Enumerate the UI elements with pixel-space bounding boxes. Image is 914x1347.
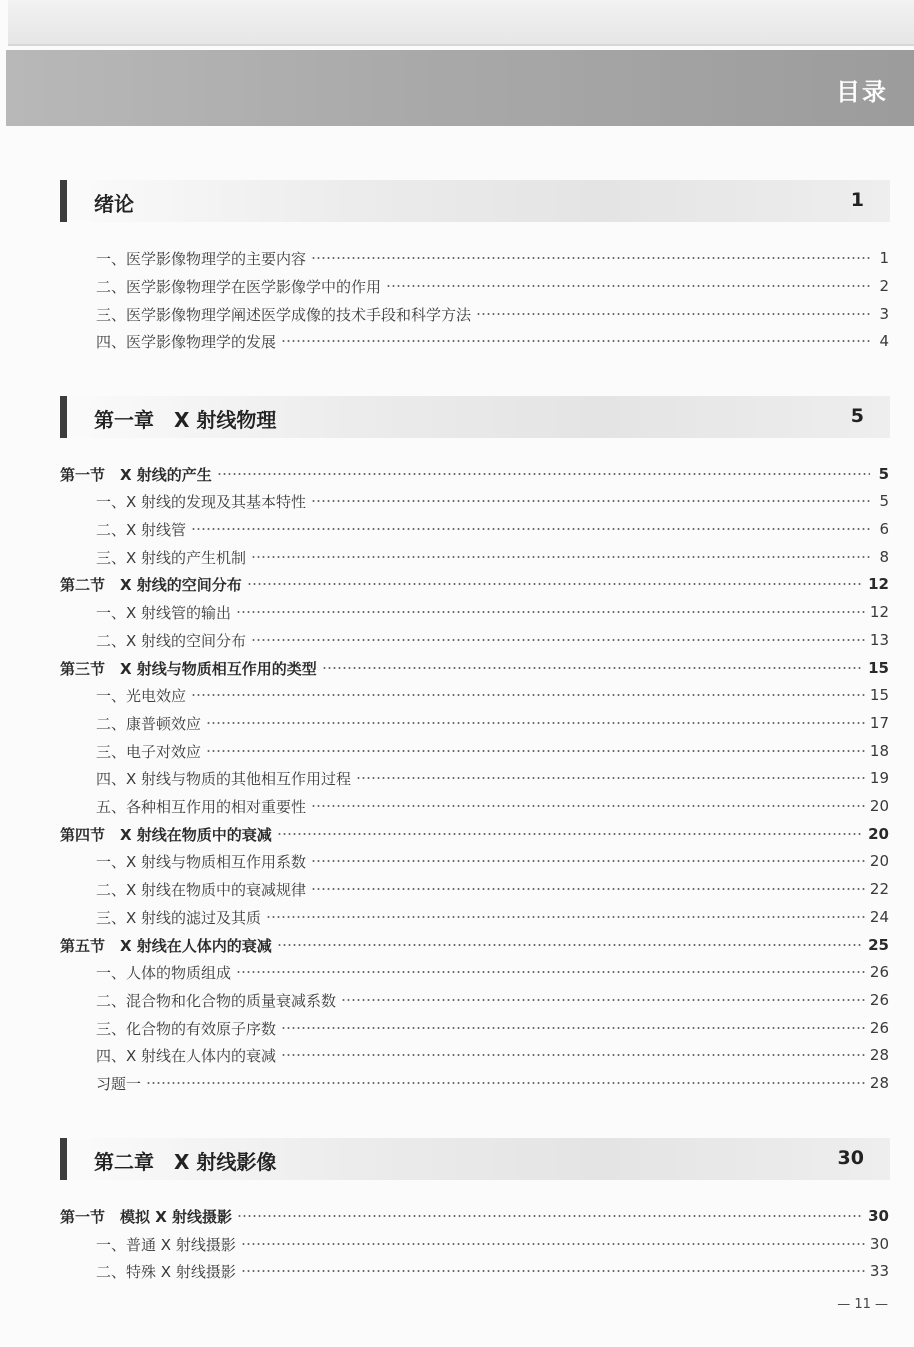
toc-entry-page: 19 bbox=[869, 769, 889, 787]
toc-section-page: 20 bbox=[868, 825, 889, 843]
chapter-heading-1[interactable] bbox=[60, 396, 890, 438]
toc-entry[interactable] bbox=[96, 247, 889, 269]
dot-leader bbox=[247, 583, 863, 585]
dot-leader bbox=[236, 971, 865, 973]
toc-entry[interactable] bbox=[96, 546, 889, 568]
toc-entry-page: 26 bbox=[869, 991, 889, 1009]
toc-entry-page: 22 bbox=[869, 880, 889, 898]
toc-entry-page: 3 bbox=[879, 305, 889, 323]
chapter-marker-bar bbox=[60, 1138, 67, 1180]
dot-leader bbox=[217, 473, 870, 475]
dot-leader bbox=[341, 999, 865, 1001]
dot-leader bbox=[281, 1027, 865, 1029]
toc-entry-label: 四、X 射线在人体内的衰减 bbox=[96, 1046, 277, 1065]
toc-entry-label: 四、X 射线与物质的其他相互作用过程 bbox=[96, 769, 352, 788]
chapter-marker-bar bbox=[60, 180, 67, 222]
toc-entry-label: 三、化合物的有效原子序数 bbox=[96, 1019, 277, 1038]
toc-entry[interactable] bbox=[96, 740, 889, 762]
toc-entry[interactable] bbox=[96, 629, 889, 651]
toc-entry-label: 一、X 射线与物质相互作用系数 bbox=[96, 852, 307, 871]
dot-leader bbox=[191, 528, 870, 530]
toc-entry-label: 二、康普顿效应 bbox=[96, 714, 202, 733]
toc-entry-page: 13 bbox=[869, 631, 889, 649]
toc-section-label: 第一节 X 射线的产生 bbox=[60, 465, 212, 484]
dot-leader bbox=[191, 694, 865, 696]
dot-leader bbox=[241, 1243, 865, 1245]
chapter-title: 第一章 X 射线物理 bbox=[94, 408, 277, 432]
toc-entry-page: 6 bbox=[879, 520, 889, 538]
toc-section[interactable] bbox=[60, 657, 889, 679]
toc-entry-page: 28 bbox=[869, 1074, 889, 1092]
toc-banner bbox=[6, 50, 914, 126]
dot-leader bbox=[251, 639, 865, 641]
toc-section-label: 第四节 X 射线在物质中的衰减 bbox=[60, 825, 272, 844]
chapter-page: 5 bbox=[850, 405, 864, 427]
toc-entry-page: 2 bbox=[879, 277, 889, 295]
top-page-edge bbox=[8, 0, 914, 46]
toc-entry-page: 30 bbox=[869, 1235, 889, 1253]
dot-leader bbox=[206, 722, 865, 724]
toc-entry-label: 三、X 射线的产生机制 bbox=[96, 548, 247, 567]
toc-entry-page: 4 bbox=[879, 332, 889, 350]
toc-entry[interactable] bbox=[96, 906, 889, 928]
toc-entry[interactable] bbox=[96, 1233, 889, 1255]
page-title: 目录 bbox=[836, 77, 888, 106]
toc-entry-label: 一、人体的物质组成 bbox=[96, 963, 232, 982]
toc-entry-label: 一、X 射线管的输出 bbox=[96, 603, 232, 622]
dot-leader bbox=[311, 805, 865, 807]
dot-leader bbox=[277, 944, 863, 946]
toc-entry-page: 12 bbox=[869, 603, 889, 621]
dot-leader bbox=[476, 313, 870, 315]
toc-section[interactable] bbox=[60, 934, 889, 956]
toc-section[interactable] bbox=[60, 573, 889, 595]
toc-entry[interactable] bbox=[96, 684, 889, 706]
chapter-marker-bar bbox=[60, 396, 67, 438]
toc-entry[interactable] bbox=[96, 795, 889, 817]
toc-entry[interactable] bbox=[96, 850, 889, 872]
toc-entry[interactable] bbox=[96, 767, 889, 789]
toc-section-label: 第二节 X 射线的空间分布 bbox=[60, 575, 242, 594]
toc-entry[interactable] bbox=[96, 961, 889, 983]
dot-leader bbox=[311, 500, 870, 502]
dot-leader bbox=[311, 257, 870, 259]
toc-entry-label: 一、医学影像物理学的主要内容 bbox=[96, 249, 307, 268]
toc-entry-page: 26 bbox=[869, 1019, 889, 1037]
dot-leader bbox=[236, 611, 865, 613]
toc-entry-page: 15 bbox=[869, 686, 889, 704]
toc-section-page: 15 bbox=[868, 659, 889, 677]
dot-leader bbox=[281, 340, 870, 342]
toc-entry-label: 四、医学影像物理学的发展 bbox=[96, 332, 277, 351]
toc-entry-page: 1 bbox=[879, 249, 889, 267]
toc-entry-page: 26 bbox=[869, 963, 889, 981]
toc-section-page: 5 bbox=[878, 465, 889, 483]
toc-entry-label: 二、混合物和化合物的质量衰减系数 bbox=[96, 991, 337, 1010]
chapter-heading-intro[interactable] bbox=[60, 180, 890, 222]
toc-entry-label: 五、各种相互作用的相对重要性 bbox=[96, 797, 307, 816]
dot-leader bbox=[241, 1270, 865, 1272]
toc-section[interactable] bbox=[60, 823, 889, 845]
dot-leader bbox=[251, 556, 870, 558]
toc-entry-page: 24 bbox=[869, 908, 889, 926]
toc-entry-label: 三、X 射线的滤过及其质 bbox=[96, 908, 262, 927]
toc-entry[interactable] bbox=[96, 1017, 889, 1039]
dot-leader bbox=[386, 285, 870, 287]
chapter-title: 绪论 bbox=[94, 192, 134, 216]
toc-entry-label: 习题一 bbox=[96, 1074, 142, 1093]
toc-entry[interactable] bbox=[96, 989, 889, 1011]
toc-entry[interactable] bbox=[96, 303, 889, 325]
toc-entry[interactable] bbox=[96, 878, 889, 900]
chapter-title: 第二章 X 射线影像 bbox=[94, 1150, 277, 1174]
toc-section-label: 第三节 X 射线与物质相互作用的类型 bbox=[60, 659, 317, 678]
toc-entry-page: 20 bbox=[869, 852, 889, 870]
dot-leader bbox=[266, 916, 865, 918]
toc-entry[interactable] bbox=[96, 712, 889, 734]
toc-entry-page: 28 bbox=[869, 1046, 889, 1064]
toc-entry-page: 8 bbox=[879, 548, 889, 566]
toc-entry[interactable] bbox=[96, 1044, 889, 1066]
toc-section[interactable] bbox=[60, 1205, 889, 1227]
toc-entry-page: 18 bbox=[869, 742, 889, 760]
toc-entry[interactable] bbox=[96, 1072, 889, 1094]
toc-entry-label: 三、医学影像物理学阐述医学成像的技术手段和科学方法 bbox=[96, 305, 472, 324]
toc-entry[interactable] bbox=[96, 1260, 889, 1282]
dot-leader bbox=[237, 1215, 863, 1217]
toc-entry-label: 一、X 射线的发现及其基本特性 bbox=[96, 492, 307, 511]
toc-section-page: 12 bbox=[868, 575, 889, 593]
toc-section[interactable] bbox=[60, 463, 889, 485]
toc-entry-label: 二、医学影像物理学在医学影像学中的作用 bbox=[96, 277, 382, 296]
chapter-page: 30 bbox=[837, 1147, 864, 1169]
toc-entry[interactable] bbox=[96, 275, 889, 297]
toc-entry-label: 二、特殊 X 射线摄影 bbox=[96, 1262, 236, 1281]
toc-section-label: 第一节 模拟 X 射线摄影 bbox=[60, 1207, 233, 1226]
toc-entry-label: 二、X 射线在物质中的衰减规律 bbox=[96, 880, 307, 899]
chapter-heading-2[interactable] bbox=[60, 1138, 890, 1180]
toc-entry-label: 一、光电效应 bbox=[96, 686, 187, 705]
dot-leader bbox=[311, 860, 865, 862]
toc-entry-label: 三、电子对效应 bbox=[96, 742, 202, 761]
toc-entry[interactable] bbox=[96, 490, 889, 512]
dot-leader bbox=[322, 667, 863, 669]
dot-leader bbox=[281, 1054, 865, 1056]
dot-leader bbox=[206, 750, 865, 752]
toc-entry[interactable] bbox=[96, 601, 889, 623]
toc-section-page: 30 bbox=[868, 1207, 889, 1225]
toc-entry-label: 二、X 射线管 bbox=[96, 520, 187, 539]
toc-section-page: 25 bbox=[868, 936, 889, 954]
toc-entry-page: 33 bbox=[869, 1262, 889, 1280]
toc-entry-page: 17 bbox=[869, 714, 889, 732]
page-number: — 11 — bbox=[837, 1297, 888, 1312]
toc-entry[interactable] bbox=[96, 330, 889, 352]
toc-entry-label: 二、X 射线的空间分布 bbox=[96, 631, 247, 650]
toc-section-label: 第五节 X 射线在人体内的衰减 bbox=[60, 936, 272, 955]
dot-leader bbox=[311, 888, 865, 890]
toc-entry-page: 5 bbox=[879, 492, 889, 510]
toc-entry[interactable] bbox=[96, 518, 889, 540]
toc-entry-label: 一、普通 X 射线摄影 bbox=[96, 1235, 236, 1254]
dot-leader bbox=[356, 777, 865, 779]
dot-leader bbox=[277, 833, 863, 835]
toc-entry-page: 20 bbox=[869, 797, 889, 815]
dot-leader bbox=[146, 1082, 865, 1084]
chapter-page: 1 bbox=[850, 189, 864, 211]
